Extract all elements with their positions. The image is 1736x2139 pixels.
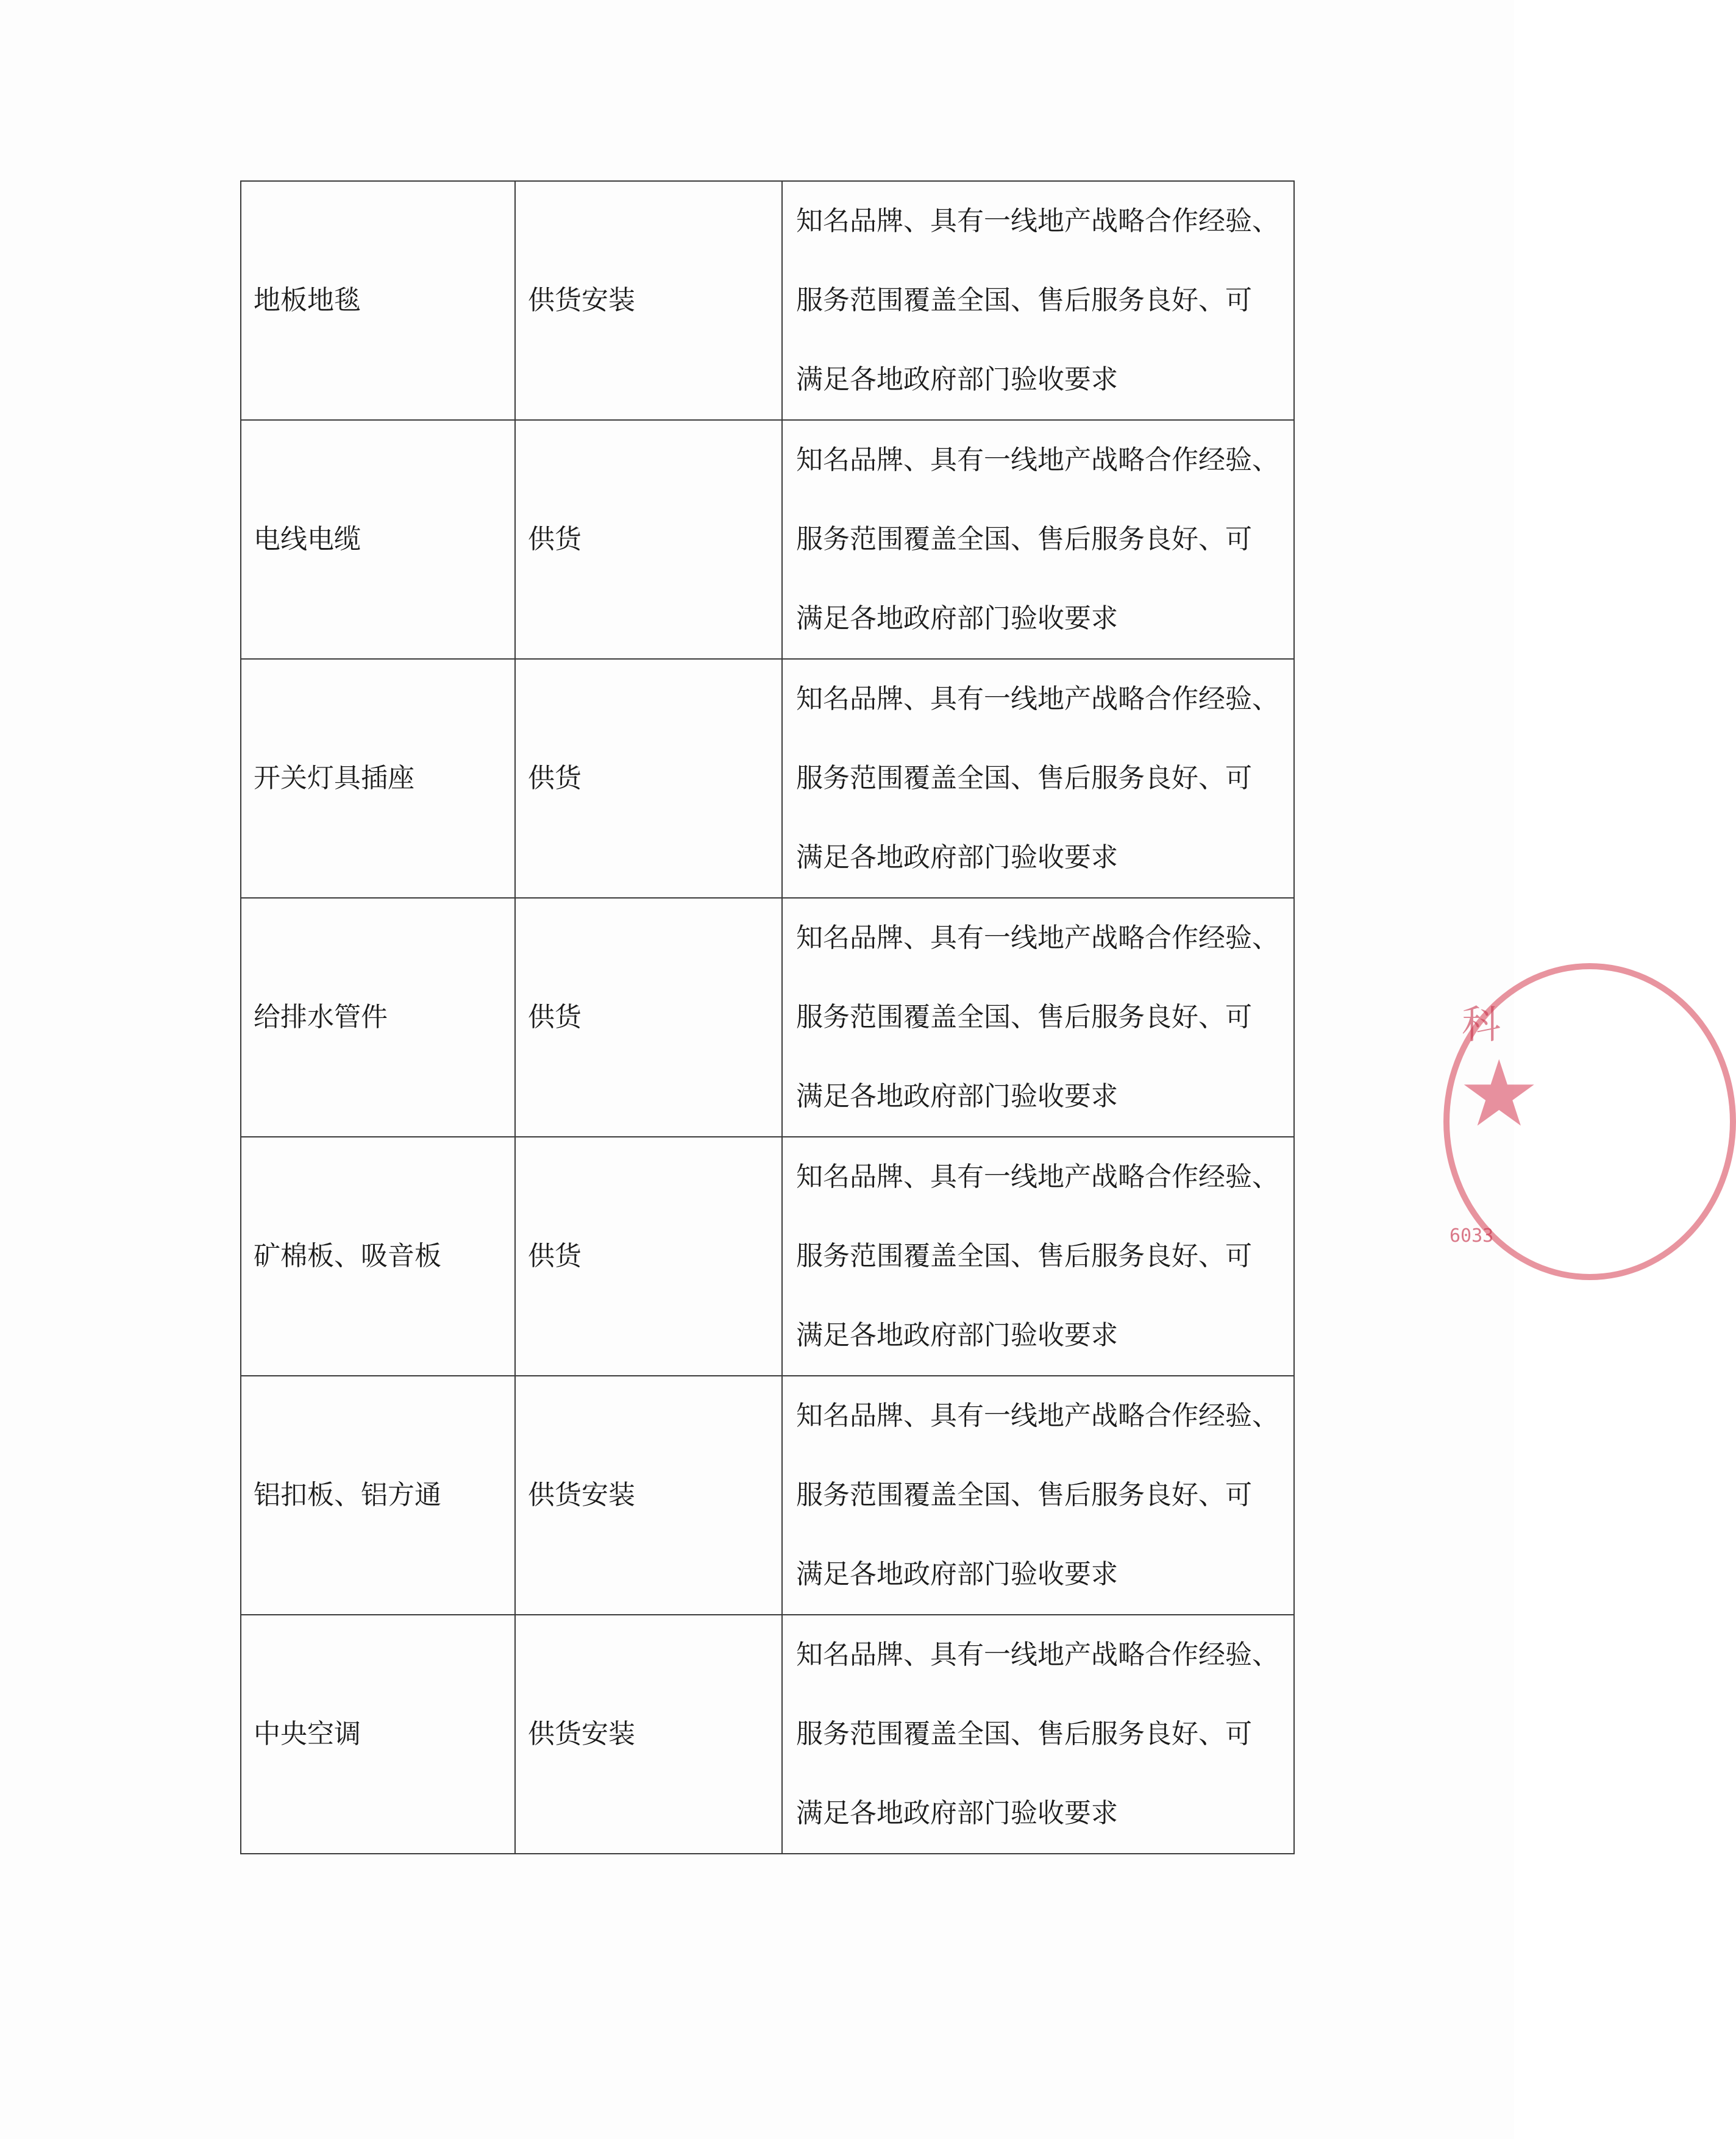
requirement-line: 满足各地政府部门验收要求	[796, 1081, 1118, 1112]
requirement-line: 服务范围覆盖全国、售后服务良好、可	[796, 763, 1252, 794]
scope-cell: 供货	[515, 659, 782, 898]
scope-cell: 供货安装	[515, 181, 782, 420]
requirement-cell	[782, 1137, 1294, 1376]
requirement-line: 知名品牌、具有一线地产战略合作经验、	[796, 1400, 1279, 1431]
requirement-line: 满足各地政府部门验收要求	[796, 1798, 1118, 1829]
seal-number: 6033	[1450, 1225, 1494, 1247]
requirement-line: 服务范围覆盖全国、售后服务良好、可	[796, 1718, 1252, 1749]
star-icon: ★	[1458, 1041, 1540, 1147]
requirement-line: 服务范围覆盖全国、售后服务良好、可	[796, 1240, 1252, 1272]
requirement-line: 知名品牌、具有一线地产战略合作经验、	[796, 683, 1279, 714]
table-row	[241, 659, 1294, 898]
requirement-line: 服务范围覆盖全国、售后服务良好、可	[796, 285, 1252, 316]
table-row	[241, 181, 1294, 420]
requirement-cell	[782, 181, 1294, 420]
item-cell: 开关灯具插座	[241, 659, 515, 898]
item-cell: 地板地毯	[241, 181, 515, 420]
item-cell: 矿棉板、吸音板	[241, 1137, 515, 1376]
supplier-spec-table	[240, 180, 1295, 1854]
requirement-line: 知名品牌、具有一线地产战略合作经验、	[796, 1161, 1279, 1192]
scope-cell: 供货	[515, 898, 782, 1137]
requirement-line: 满足各地政府部门验收要求	[796, 1320, 1118, 1351]
requirement-line: 知名品牌、具有一线地产战略合作经验、	[796, 922, 1279, 953]
requirement-line: 满足各地政府部门验收要求	[796, 603, 1118, 634]
scope-cell: 供货安装	[515, 1376, 782, 1615]
requirement-line: 满足各地政府部门验收要求	[796, 1559, 1118, 1590]
requirement-line: 知名品牌、具有一线地产战略合作经验、	[796, 1639, 1279, 1670]
item-cell: 电线电缆	[241, 420, 515, 659]
requirement-line: 知名品牌、具有一线地产战略合作经验、	[796, 444, 1279, 475]
requirement-line: 服务范围覆盖全国、售后服务良好、可	[796, 524, 1252, 555]
table-row	[241, 898, 1294, 1137]
requirement-cell	[782, 898, 1294, 1137]
table-row	[241, 1615, 1294, 1854]
requirement-cell	[782, 659, 1294, 898]
scope-cell: 供货	[515, 1137, 782, 1376]
item-cell: 中央空调	[241, 1615, 515, 1854]
scope-cell: 供货	[515, 420, 782, 659]
requirement-cell	[782, 1615, 1294, 1854]
table-row	[241, 1376, 1294, 1615]
item-cell: 铝扣板、铝方通	[241, 1376, 515, 1615]
table-row	[241, 1137, 1294, 1376]
company-seal	[1431, 951, 1540, 1280]
requirement-line: 满足各地政府部门验收要求	[796, 842, 1118, 873]
item-cell: 给排水管件	[241, 898, 515, 1137]
requirement-cell	[782, 1376, 1294, 1615]
table-row	[241, 420, 1294, 659]
requirement-line: 服务范围覆盖全国、售后服务良好、可	[796, 1002, 1252, 1033]
scope-cell: 供货安装	[515, 1615, 782, 1854]
requirement-line: 满足各地政府部门验收要求	[796, 364, 1118, 395]
seal-character: 科	[1462, 1003, 1501, 1048]
requirement-line: 服务范围覆盖全国、售后服务良好、可	[796, 1479, 1252, 1511]
requirement-cell	[782, 420, 1294, 659]
requirement-line: 知名品牌、具有一线地产战略合作经验、	[796, 205, 1279, 237]
